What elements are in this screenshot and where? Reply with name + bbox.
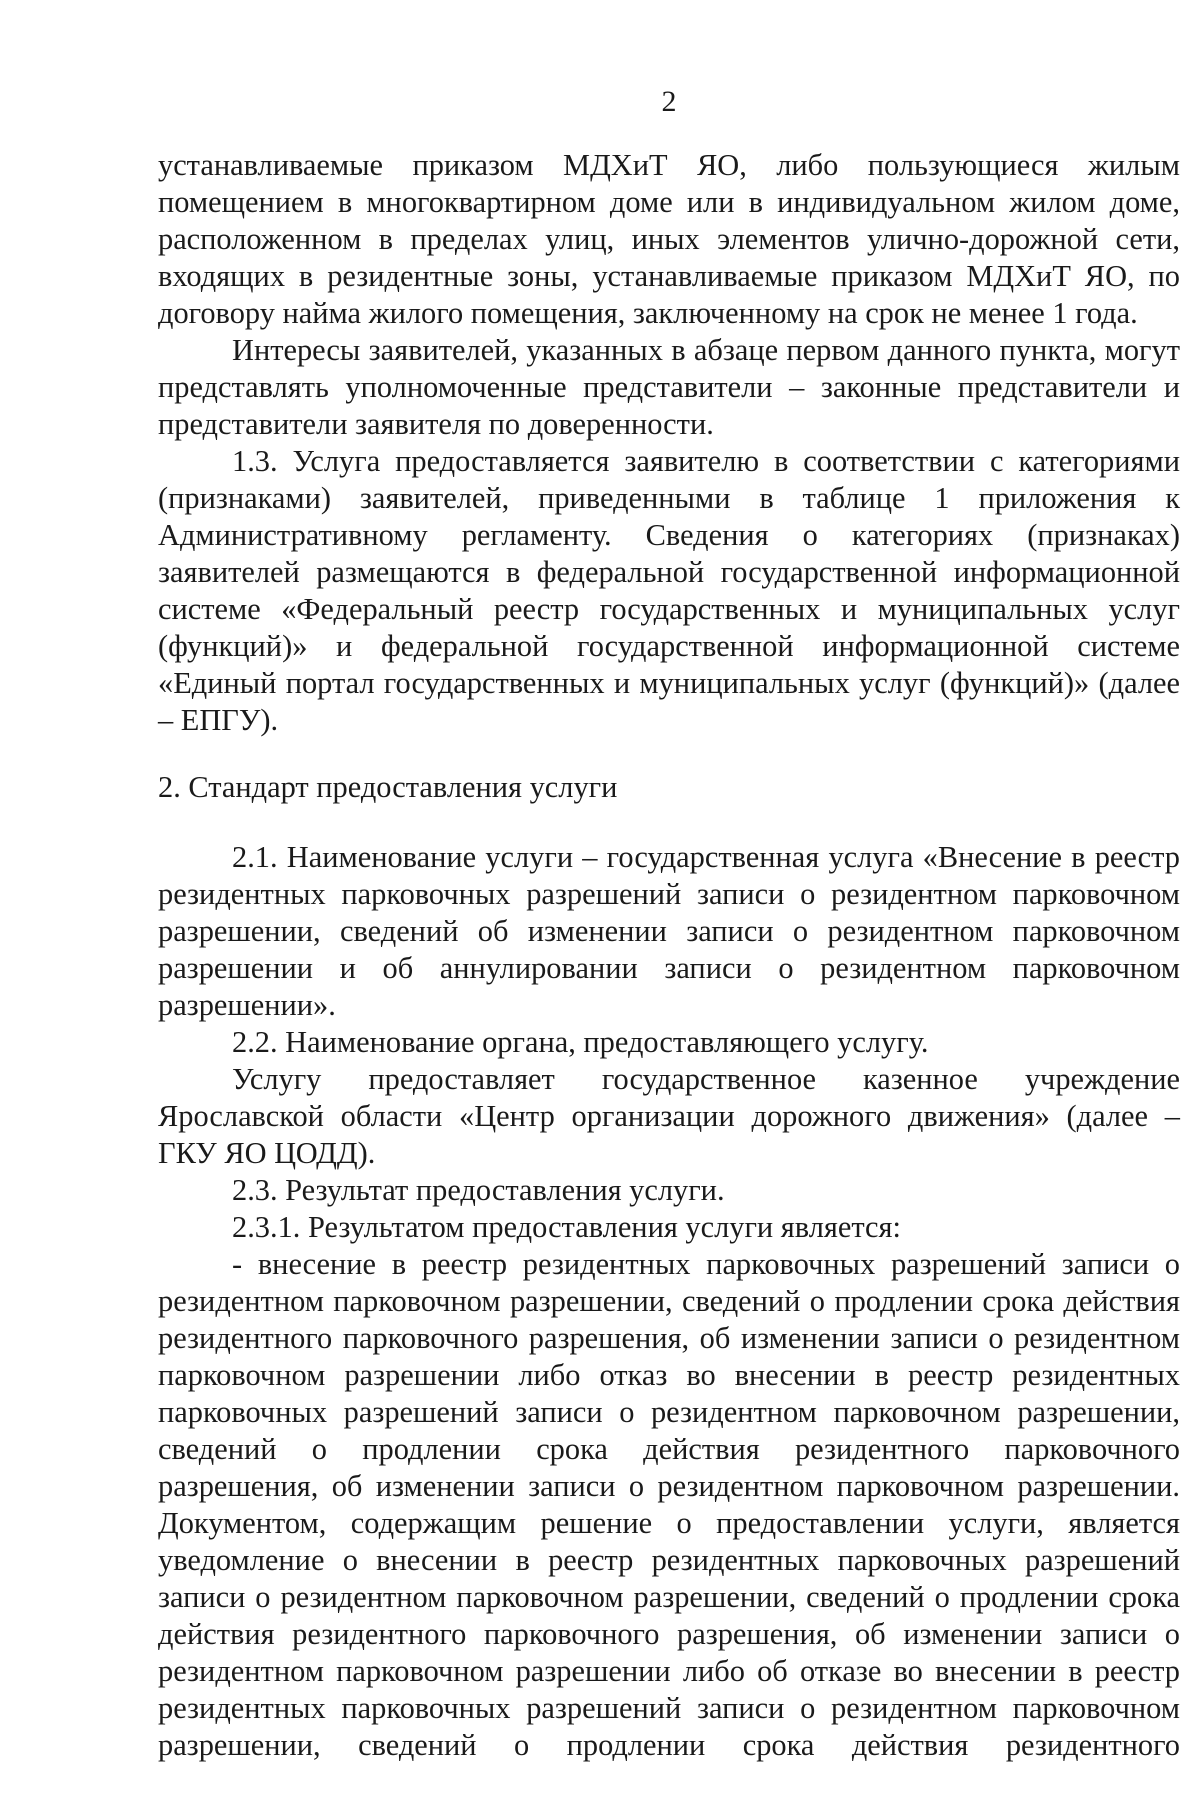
paragraph-2-2: 2.2. Наименование органа, предоставляющего услугу. [232,1025,929,1059]
paragraph-service-provider: Услугу предоставляет государственное казенное учреждение Ярославской области «Центр организации дорожного движения» (далее – ГКУ ЯО ЦОДД). [158,1062,1180,1170]
paragraph-continuation-applicants: устанавливаемые приказом МДХиТ ЯО, либо пользующиеся жилым помещением в многоквартирном доме или в индивидуальном жилом доме, расположенном в пределах улиц, иных элементов улично-дорожной сети, входящих в резидентные зоны, устанавливаемые приказом МДХиТ ЯО, по договору найма жилого помещения, заключенному на срок не менее 1 года. [158,148,1180,330]
paragraph-2-3-1: 2.3.1. Результатом предоставления услуги является: [232,1210,901,1244]
paragraph-1-3: 1.3. Услуга предоставляется заявителю в соответствии с категориями (признаками) заявителей, приведенными в таблице 1 приложения к Административному регламенту. Сведения о категориях (признаках) заявителей размещаются в федеральной государственной информационной системе «Федеральный реестр государственных и муниципальных услуг (функций)» и федеральной государственной информационной системе «Единый портал государственных и муниципальных услуг (функций)» (далее – ЕПГУ). [158,444,1180,737]
page-number: 2 [661,85,677,118]
paragraph-representatives: Интересы заявителей, указанных в абзаце первом данного пункта, могут представлять уполномоченные представители – законные представители и представители заявителя по доверенности. [158,333,1180,441]
document-page [158,0,1180,1818]
section-heading-2: 2. Стандарт предоставления услуги [158,770,618,804]
paragraph-result-list-item: - внесение в реестр резидентных парковочных разрешений записи о резидентном парковочном разрешении, сведений о продлении срока действия резидентного парковочного разрешения, об изменении записи о резидентном парковочном разрешении либо отказ во внесении в реестр резидентных парковочных разрешений записи о резидентном парковочном разрешении, сведений о продлении срока действия резидентного парковочного разрешения, об изменении записи о резидентном парковочном разрешении. Документом, содержащим решение о предоставлении услуги, является уведомление о внесении в реестр резидентных парковочных разрешений записи о резидентном парковочном разрешении, сведений о продлении срока действия резидентного парковочного разрешения, об изменении записи о резидентном парковочном разрешении либо об отказе во внесении в реестр резидентных парковочных разрешений записи о резидентном парковочном разрешении, сведений о продлении срока действия резидентного [158,1247,1180,1762]
paragraph-2-3: 2.3. Результат предоставления услуги. [232,1173,725,1207]
paragraph-2-1: 2.1. Наименование услуги – государственная услуга «Внесение в реестр резидентных парковочных разрешений записи о резидентном парковочном разрешении, сведений об изменении записи о резидентном парковочном разрешении и об аннулировании записи о резидентном парковочном разрешении». [158,840,1180,1022]
document-body [158,147,1180,1764]
